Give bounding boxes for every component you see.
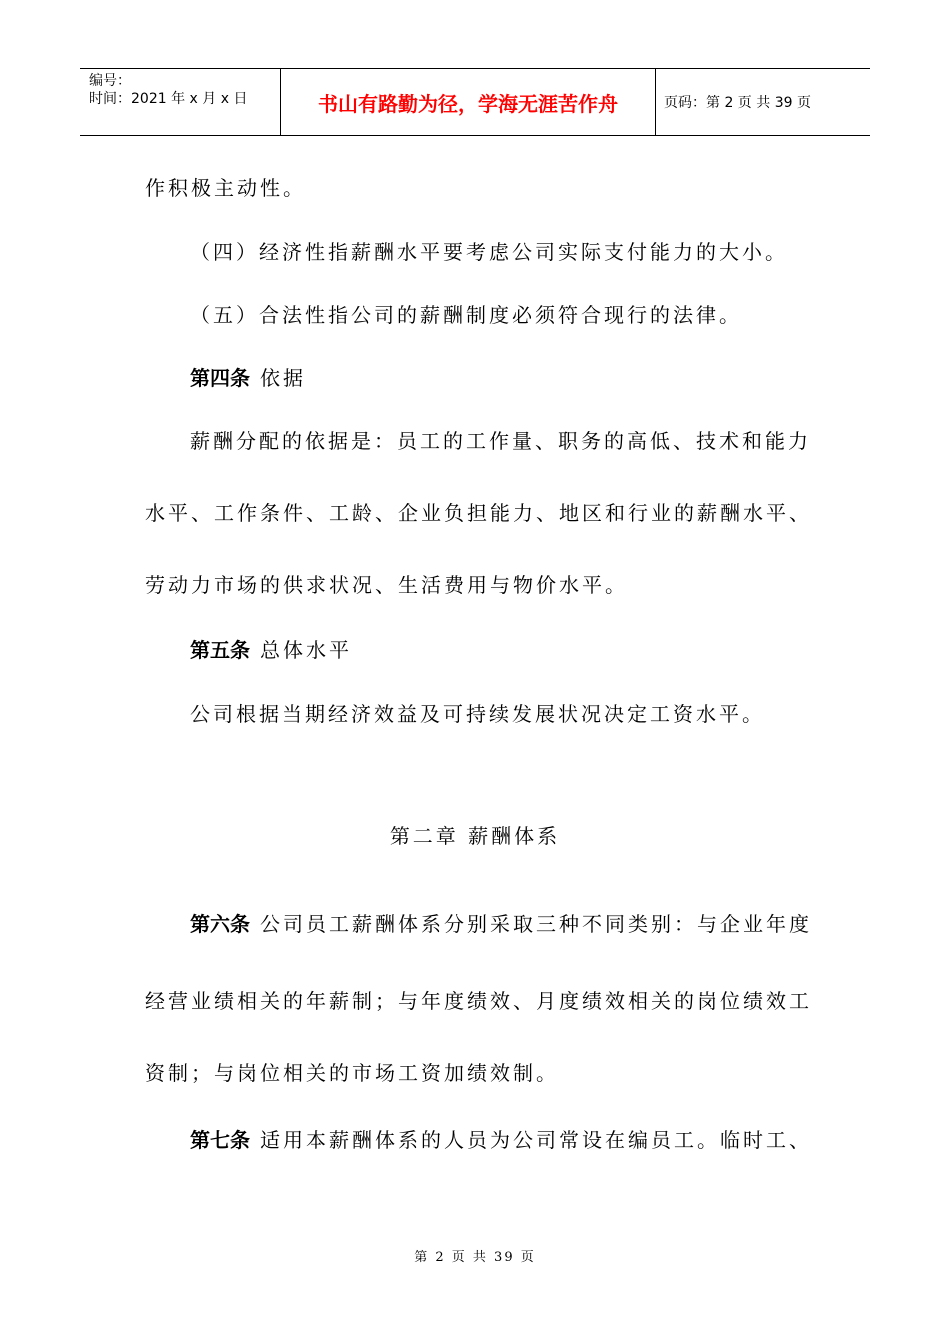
paragraph-line: 水平、工作条件、工龄、企业负担能力、地区和行业的薪酬水平、 — [145, 501, 812, 525]
paragraph-line: 劳动力市场的供求状况、生活费用与物价水平。 — [145, 573, 628, 597]
page-header — [80, 68, 870, 136]
article-label: 第五条 — [190, 638, 250, 662]
article-6-paragraph — [190, 908, 860, 937]
paragraph-line: （五）合法性指公司的薪酬制度必须符合现行的法律。 — [190, 303, 742, 327]
paragraph-text: 公司员工薪酬体系分别采取三种不同类别：与企业年度 — [260, 912, 812, 936]
header-meta — [80, 69, 281, 135]
time-label: 时间：2021 年 x 月 x 日 — [89, 91, 248, 107]
paragraph-line: （四）经济性指薪酬水平要考虑公司实际支付能力的大小。 — [190, 240, 788, 264]
paragraph-text: 适用本薪酬体系的人员为公司常设在编员工。临时工、 — [260, 1128, 812, 1152]
header-slogan: 书山有路勤为径，学海无涯苦作舟 — [281, 69, 656, 135]
header-page-info: 页码：第 2 页 共 39 页 — [664, 95, 811, 111]
chapter-title: 第二章 薪酬体系 — [389, 824, 561, 848]
page-footer: 第 2 页 共 39 页 — [414, 1250, 536, 1265]
paragraph-line: 资制；与岗位相关的市场工资加绩效制。 — [145, 1061, 559, 1085]
paragraph-line: 作积极主动性。 — [145, 176, 306, 200]
article-label: 第四条 — [190, 366, 250, 390]
paragraph-line: 经营业绩相关的年薪制；与年度绩效、月度绩效相关的岗位绩效工 — [145, 989, 812, 1013]
article-4-heading — [190, 362, 860, 391]
article-title: 总体水平 — [260, 638, 352, 662]
article-label: 第七条 — [190, 1128, 250, 1152]
article-label: 第六条 — [190, 912, 250, 936]
article-7-paragraph — [190, 1124, 860, 1153]
article-title: 依据 — [260, 366, 306, 390]
paragraph-line: 薪酬分配的依据是：员工的工作量、职务的高低、技术和能力 — [190, 429, 811, 453]
number-label: 编号： — [89, 73, 131, 89]
paragraph-line: 公司根据当期经济效益及可持续发展状况决定工资水平。 — [190, 702, 765, 726]
article-5-heading — [190, 634, 860, 663]
